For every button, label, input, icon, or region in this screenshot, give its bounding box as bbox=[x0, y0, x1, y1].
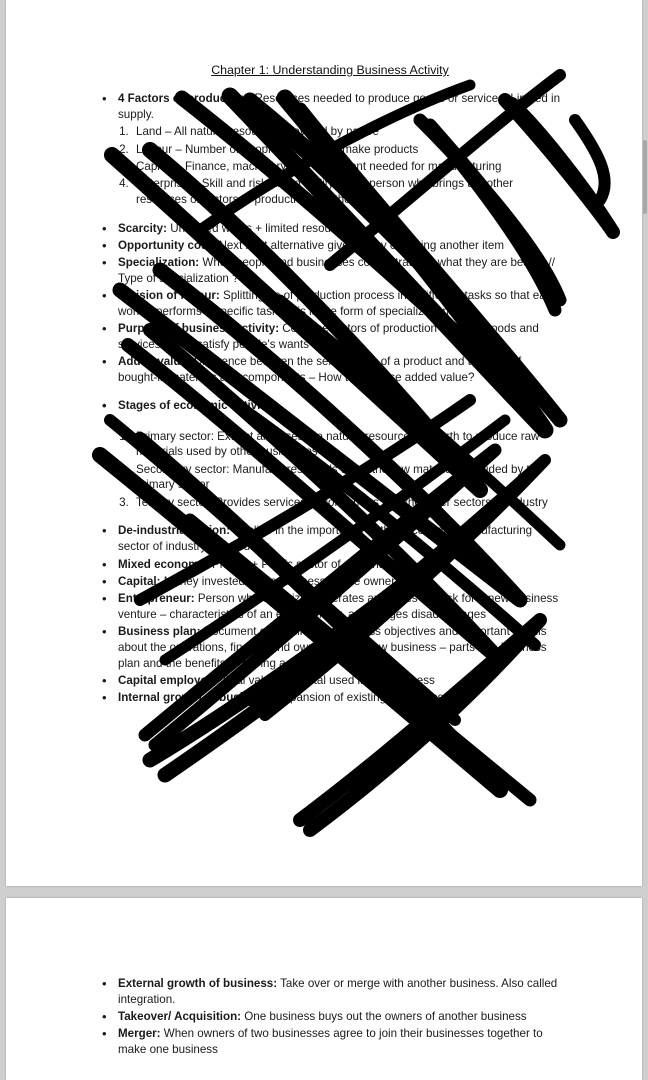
stages-heading-list bbox=[98, 398, 562, 414]
term-label: Mixed economy: bbox=[118, 557, 209, 571]
term-definition: Difference between the selling price of a product and the cost of bought-in materials and components – How to increase added value? bbox=[118, 355, 522, 385]
list-item: 2. Labour – Number of people available to make products bbox=[132, 142, 562, 158]
page-title: Chapter 1: Understanding Business Activity bbox=[211, 63, 449, 77]
bullet-list-bottom bbox=[98, 523, 562, 705]
list-item bbox=[98, 321, 562, 353]
list-item bbox=[98, 1009, 562, 1025]
scrollbar-thumb[interactable] bbox=[643, 140, 647, 214]
term-label: Division of labour: bbox=[118, 289, 220, 303]
term-definition: Total value of capital used in the business bbox=[217, 673, 435, 687]
term-definition: When people and businesses concentrate on what they are best at // Type of specialization ? bbox=[118, 256, 555, 286]
list-item bbox=[98, 976, 562, 1008]
term-label: Added value: bbox=[118, 355, 191, 369]
list-item: 1. Primary sector: Extract and uses the natural resources of Earth to produce raw materials used by other businesses bbox=[132, 429, 562, 461]
term-definition: Unlimited wants + limited resources bbox=[166, 221, 353, 235]
spacer bbox=[98, 416, 562, 427]
term-label: Purpose of business activity: bbox=[118, 322, 280, 336]
term-definition: Splitting up of production process into different tasks so that each worker performs a specific task. This is the form of specialization. bbox=[118, 289, 558, 319]
term-definition: Resources needed to produce goods or services. Limited in supply. bbox=[118, 91, 561, 121]
term-label: Capital employed: bbox=[118, 673, 218, 687]
term-definition: Decline in the importance of the secondary, manufacturing sector of industry in a country bbox=[118, 524, 533, 554]
list-item: 2. Secondary sector: Manufactures goods using the raw materials provided by the primary sector bbox=[132, 462, 562, 494]
list-item bbox=[98, 591, 562, 623]
term-label: Business plan: bbox=[118, 625, 201, 639]
spacer bbox=[98, 512, 562, 523]
term-definition: Document containing the business objectives and important details about the operations, finance and owners of the new business – parts of a business plan and the benefits of having a plan bbox=[118, 625, 547, 670]
factors-of-production-list bbox=[98, 124, 562, 207]
section-heading: • Stages of economic activity: bbox=[98, 398, 562, 414]
term-label: Internal growth of business: bbox=[118, 691, 274, 705]
term-definition: One business buys out the owners of another business bbox=[241, 1010, 527, 1024]
list-item bbox=[98, 238, 562, 254]
list-item bbox=[98, 624, 562, 671]
list-item bbox=[98, 690, 562, 706]
term-label: Opportunity cost: bbox=[118, 238, 216, 252]
term-label: Scarcity: bbox=[118, 221, 167, 235]
term-definition: Combine factors of production to make goods and services which satisfy people's wants bbox=[118, 322, 539, 352]
page-1-content bbox=[6, 0, 642, 706]
spacer bbox=[98, 210, 562, 221]
list-item: 1. Land – All natural resources provided by nature bbox=[132, 124, 562, 140]
term-definition: Take over or merge with another business. Also called integration. bbox=[118, 977, 558, 1006]
term-definition: Money invested into a business by the owner bbox=[160, 574, 396, 588]
term-label: Specialization: bbox=[118, 256, 200, 270]
list-item bbox=[98, 288, 562, 320]
list-item bbox=[98, 221, 562, 237]
document-page-1 bbox=[6, 0, 642, 886]
list-item: 3. Capital – Finance, machinery and equipment needed for manufacturing bbox=[132, 159, 562, 175]
list-item: 4. Enterprise – Skill and risk taking ability of the person who brings the other resources or factors of production together bbox=[132, 176, 562, 208]
bullet-list-middle bbox=[98, 221, 562, 386]
list-item bbox=[98, 354, 562, 386]
list-item bbox=[98, 557, 562, 573]
term-label: Merger: bbox=[118, 1027, 161, 1041]
list-item bbox=[98, 255, 562, 287]
list-item bbox=[98, 1026, 562, 1058]
list-item: 3. Tertiary sector: Provides services to consumers and the other sectors of industry bbox=[132, 495, 562, 511]
spacer bbox=[98, 387, 562, 398]
term-definition: Person who organizes, operates and takes the risk for a new business venture – characteristics of an entrepreneur, advantages disadvantages bbox=[118, 592, 559, 621]
list-item bbox=[98, 91, 562, 123]
list-item bbox=[98, 673, 562, 689]
document-page-2 bbox=[6, 898, 642, 1080]
term-definition: When owners of two businesses agree to join their businesses together to make one business bbox=[118, 1027, 543, 1057]
term-label: Capital: bbox=[118, 574, 161, 588]
stages-of-economic-activity-list bbox=[98, 429, 562, 511]
list-item bbox=[98, 523, 562, 555]
term-definition: Expansion of existing operations bbox=[273, 691, 444, 705]
list-item bbox=[98, 574, 562, 590]
vertical-scrollbar[interactable] bbox=[642, 0, 648, 1080]
term-label: 4 Factors of production: bbox=[118, 91, 252, 105]
term-label: Takeover/ Acquisition: bbox=[118, 1010, 242, 1024]
page-2-content bbox=[6, 898, 642, 1058]
bullet-list-page2 bbox=[98, 976, 562, 1058]
term-label: External growth of business: bbox=[118, 977, 278, 990]
term-definition: Next best alternative given up by choosing another item bbox=[215, 238, 504, 252]
term-label: De-industrialisation: bbox=[118, 524, 231, 538]
bullet-list-top bbox=[98, 91, 562, 123]
term-definition: Private + Public sector of a country bbox=[208, 557, 392, 571]
term-label: Entrepreneur: bbox=[118, 592, 195, 606]
